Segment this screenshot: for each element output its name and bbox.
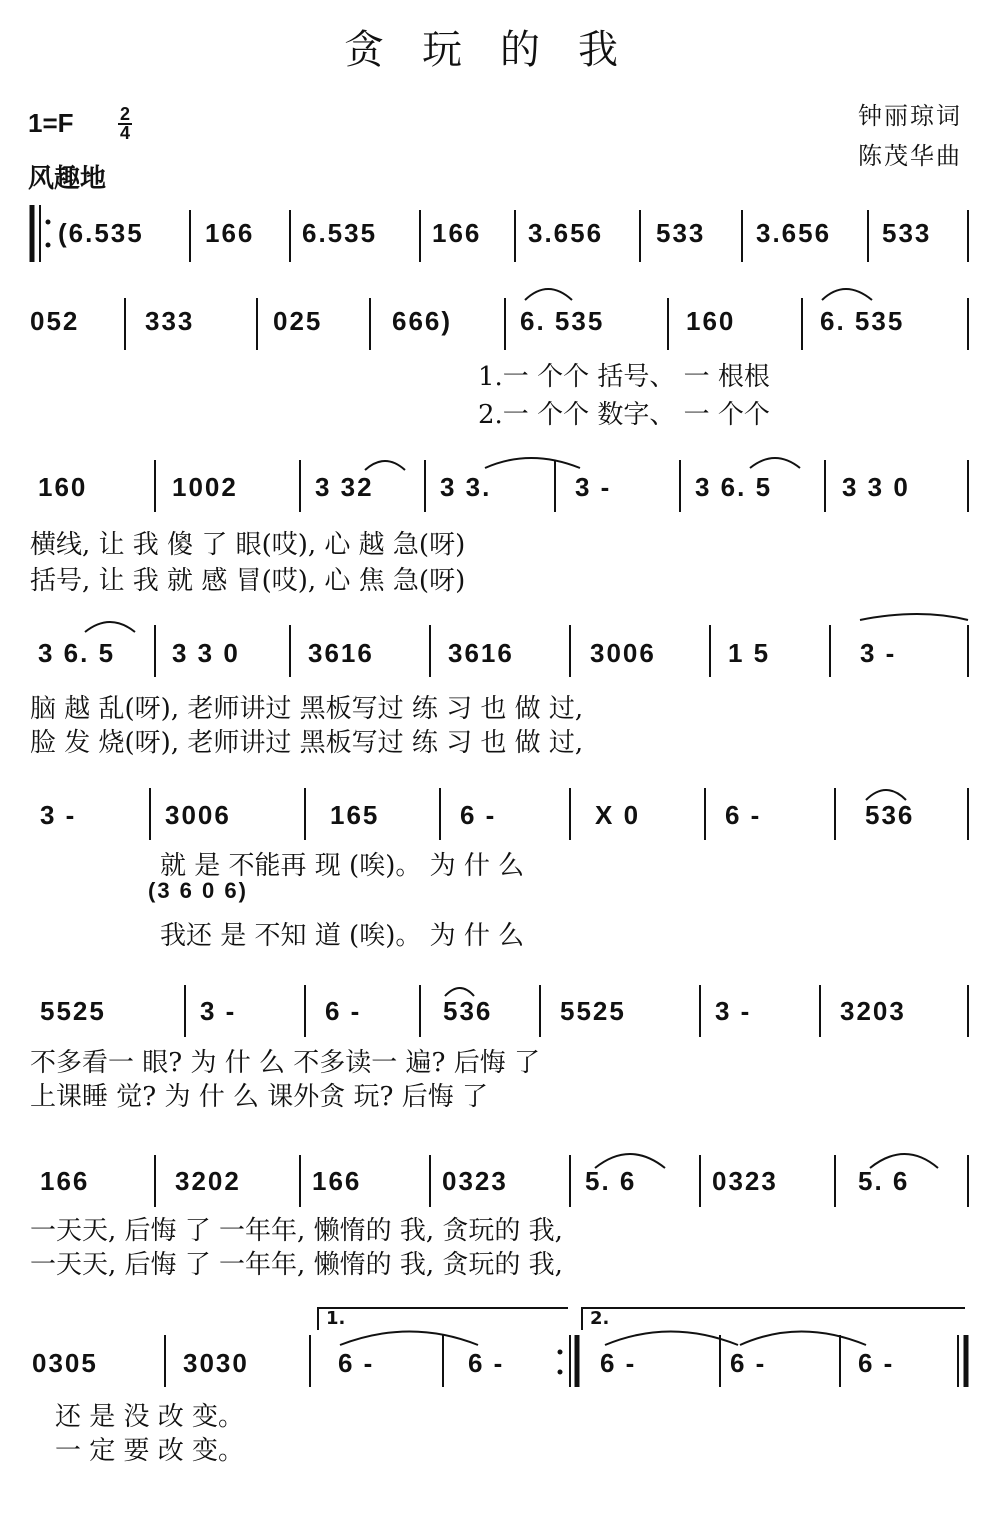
lyric-line: 就 是 不能再 现 (唉)。 为 什 么 xyxy=(160,851,525,881)
measure: 3006 xyxy=(590,638,656,668)
lyric-line: 脑 越 乱(呀), 老师讲过 黑板写过 练 习 也 做 过, xyxy=(30,694,584,724)
measure: 6. 535 xyxy=(520,306,605,336)
measure: 5. 6 xyxy=(858,1166,910,1196)
measure: 3616 xyxy=(308,638,374,668)
lyric-line: 一 定 要 改 变。 xyxy=(55,1436,245,1466)
tempo-marking: 风趣地 xyxy=(28,164,107,194)
lyric-line: 2.一 个个 数字、 一 个个 xyxy=(478,400,770,430)
measure: 6 - xyxy=(730,1348,767,1378)
measure: 166 xyxy=(205,218,255,248)
measure: 165 xyxy=(330,800,380,830)
lyric-line: 还 是 没 改 变。 xyxy=(55,1402,245,1432)
measure: 536 xyxy=(443,996,493,1026)
measure: X 0 xyxy=(595,800,641,830)
page-title: 贪玩的我 xyxy=(344,27,656,73)
key-signature: 1=F xyxy=(28,108,74,138)
measure: 0305 xyxy=(32,1348,98,1378)
volta-first: 1. xyxy=(326,1308,346,1329)
volta-second: 2. xyxy=(590,1308,610,1329)
composer-credit: 陈茂华曲 xyxy=(858,142,962,170)
time-signature-top: 2 xyxy=(119,104,130,124)
measure: 3 3 0 xyxy=(842,472,910,502)
measure: 6 - xyxy=(460,800,497,830)
measure: 3203 xyxy=(840,996,906,1026)
measure: 6 - xyxy=(600,1348,637,1378)
time-signature xyxy=(118,106,132,142)
lyric-line: 括号, 让 我 就 感 冒(哎), 心 焦 急(呀) xyxy=(30,566,466,596)
measure: 160 xyxy=(38,472,88,502)
measure: 052 xyxy=(30,306,80,336)
measure: 0323 xyxy=(442,1166,508,1196)
lyricist-credit: 钟丽琼词 xyxy=(858,102,962,130)
measure: 3 - xyxy=(40,800,77,830)
measure: 5. 6 xyxy=(585,1166,637,1196)
measure: 3 - xyxy=(715,996,752,1026)
measure: 5525 xyxy=(560,996,626,1026)
measure: 0323 xyxy=(712,1166,778,1196)
measure: 533 xyxy=(882,218,932,248)
measure: 3616 xyxy=(448,638,514,668)
lyric-line: 不多看一 眼? 为 什 么 不多读一 遍? 后悔 了 xyxy=(30,1048,540,1078)
measure: 3 3 0 xyxy=(172,638,240,668)
measure: 6 - xyxy=(325,996,362,1026)
measure: 1002 xyxy=(172,472,238,502)
measure: 3.656 xyxy=(528,218,604,248)
measure: 3 6. 5 xyxy=(695,472,773,502)
measure: 533 xyxy=(656,218,706,248)
measure: 025 xyxy=(273,306,323,336)
alternate-notes: (3 6 0 6) xyxy=(148,878,248,903)
measure: 6 - xyxy=(725,800,762,830)
lyric-line: 一天天, 后悔 了 一年年, 懒惰的 我, 贪玩的 我, xyxy=(30,1216,563,1246)
measure: 3.656 xyxy=(756,218,832,248)
measure: 6.535 xyxy=(302,218,378,248)
measure: 333 xyxy=(145,306,195,336)
measure: 6. 535 xyxy=(820,306,905,336)
measure: 6 - xyxy=(338,1348,375,1378)
measure: 3 - xyxy=(200,996,237,1026)
measure: 166 xyxy=(432,218,482,248)
time-signature-bottom: 4 xyxy=(119,123,130,143)
measure: 3030 xyxy=(183,1348,249,1378)
measure: 6 - xyxy=(468,1348,505,1378)
measure: 536 xyxy=(865,800,915,830)
measure: 3 3. xyxy=(440,472,492,502)
measure: 666) xyxy=(392,306,453,336)
measure: 166 xyxy=(312,1166,362,1196)
measure: 3202 xyxy=(175,1166,241,1196)
measure: 6 - xyxy=(858,1348,895,1378)
measure: 1 5 xyxy=(728,638,771,668)
measure: 3 - xyxy=(860,638,897,668)
measure: (6.535 xyxy=(58,218,144,248)
lyric-line: 脸 发 烧(呀), 老师讲过 黑板写过 练 习 也 做 过, xyxy=(30,728,584,758)
lyric-line: 横线, 让 我 傻 了 眼(哎), 心 越 急(呀) xyxy=(30,530,466,560)
measure: 3 - xyxy=(575,472,612,502)
measure: 160 xyxy=(686,306,736,336)
lyric-line: 1.一 个个 括号、 一 根根 xyxy=(478,362,770,392)
measure: 166 xyxy=(40,1166,90,1196)
measure: 3 32 xyxy=(315,472,374,502)
measure: 3006 xyxy=(165,800,231,830)
lyric-line: 上课睡 觉? 为 什 么 课外贪 玩? 后悔 了 xyxy=(30,1082,488,1112)
measure: 3 6. 5 xyxy=(38,638,116,668)
measure: 5525 xyxy=(40,996,106,1026)
lyric-line: 一天天, 后悔 了 一年年, 懒惰的 我, 贪玩的 我, xyxy=(30,1250,563,1280)
lyric-line: 我还 是 不知 道 (唉)。 为 什 么 xyxy=(160,921,525,951)
